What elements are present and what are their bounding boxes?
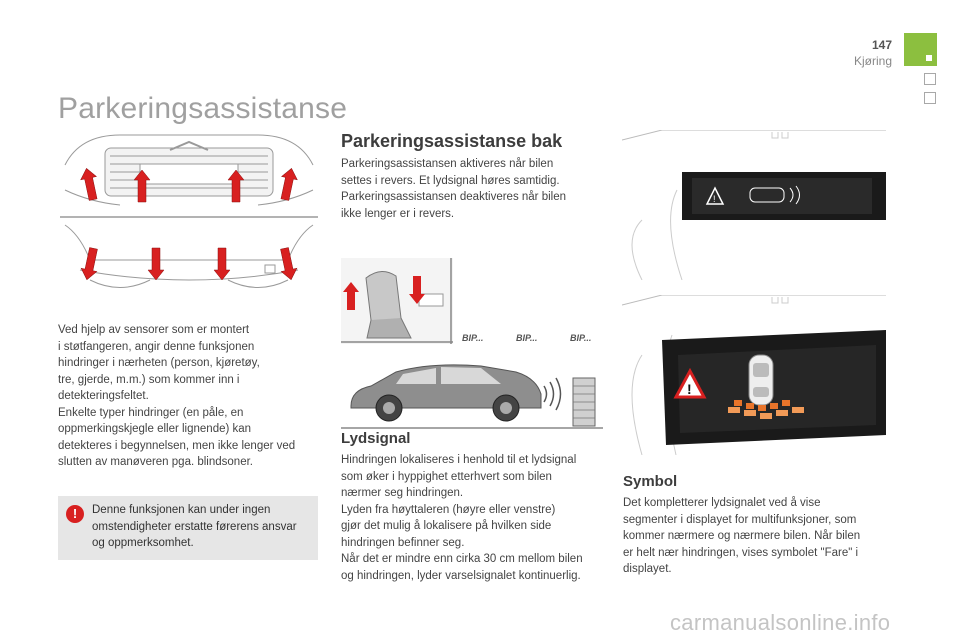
text-line: gjør det mulig å lokalisere på hvilken side [341, 520, 552, 532]
text-line: detekteringsfeltet. [58, 390, 149, 402]
dashboard-display-large [622, 295, 886, 455]
exclamation-icon: ! [66, 505, 84, 523]
chapter-tab[interactable] [924, 73, 936, 85]
page-title: Parkeringsassistanse [58, 92, 348, 125]
text-line: og oppmerksomhet. [92, 537, 194, 549]
rear-heading: Parkeringsassistanse bak [341, 131, 563, 151]
text-line: tre, gjerde, m.m.) som kommer inn i [58, 373, 240, 386]
beep-label: BIP... [516, 333, 538, 343]
text-line: Ved hjelp av sensorer som er montert [58, 324, 250, 336]
symbol-text [623, 495, 885, 578]
watermark: carmanualsonline.info [670, 610, 891, 635]
text-line: Parkeringsassistansen deaktiveres når bilen [341, 191, 567, 203]
text-line: hindringer i nærheten (person, kjøretøy, [58, 357, 260, 369]
text-line: displayet. [623, 563, 672, 575]
text-line: Det kompletterer lydsignalet ved å vise [623, 497, 821, 509]
chapter-tab[interactable] [924, 92, 936, 104]
text-line: detekteres i begynnelsen, men ikke lenger ved [58, 439, 296, 452]
text-line: kommer nærmere og nærmere bilen. Når bilen [623, 530, 861, 542]
text-line: Lyden fra høyttaleren (høyre eller venstre) [341, 503, 556, 516]
sound-text [341, 452, 603, 584]
dashboard-display-small [622, 130, 886, 280]
text-line: omstendigheter erstatte førerens ansvar [92, 520, 297, 533]
text-line: settes i revers. Et lydsignal høres samtidig. [341, 174, 560, 187]
page-number: 147 [871, 38, 892, 52]
beep-label: BIP... [462, 333, 484, 343]
text-line: oppmerkingskjegle eller lignende) kan [58, 423, 252, 435]
sound-heading: Lydsignal [341, 430, 411, 447]
text-line: i støtfangeren, angir denne funksjonen [58, 340, 255, 353]
beep-label: BIP... [570, 333, 592, 343]
text-line: Når det er mindre enn cirka 30 cm mellom bilen [341, 553, 583, 565]
text-line: og hindringen, lyder varselsignalet kontinuerlig. [341, 569, 581, 582]
symbol-heading: Symbol [623, 473, 678, 490]
text-line: Enkelte typer hindringer (en påle, en [58, 406, 244, 419]
text-line: nærmer seg hindringen. [341, 487, 464, 499]
chapter-tab-active[interactable] [904, 33, 937, 66]
text-line: Denne funksjonen kan under ingen [92, 504, 271, 516]
svg-text:!: ! [687, 381, 692, 397]
text-line: segmenter i displayet for multifunksjoner, som [623, 513, 857, 526]
svg-text:!: ! [713, 194, 716, 204]
text-line: Hindringen lokaliseres i henhold til et lydsignal [341, 454, 577, 466]
bumper-sensors-illustration [60, 130, 318, 310]
warning-text [92, 502, 316, 552]
rear-text [341, 156, 601, 222]
gear-lever-illustration [341, 258, 453, 344]
text-line: hindringen befinner seg. [341, 536, 465, 549]
text-line: ikke lenger er i revers. [341, 207, 455, 220]
text-line: Parkeringsassistansen aktiveres når bilen [341, 158, 554, 170]
section-label: Kjøring [853, 54, 892, 68]
text-line: slutten av manøveren pga. blindsoner. [58, 456, 253, 468]
intro-text [58, 322, 318, 471]
car-wall-illustration [341, 358, 603, 430]
text-line: er helt nær hindringen, vises symbolet "Fare" i [623, 546, 859, 559]
text-line: som øker i hyppighet etterhvert som bilen [341, 470, 552, 483]
